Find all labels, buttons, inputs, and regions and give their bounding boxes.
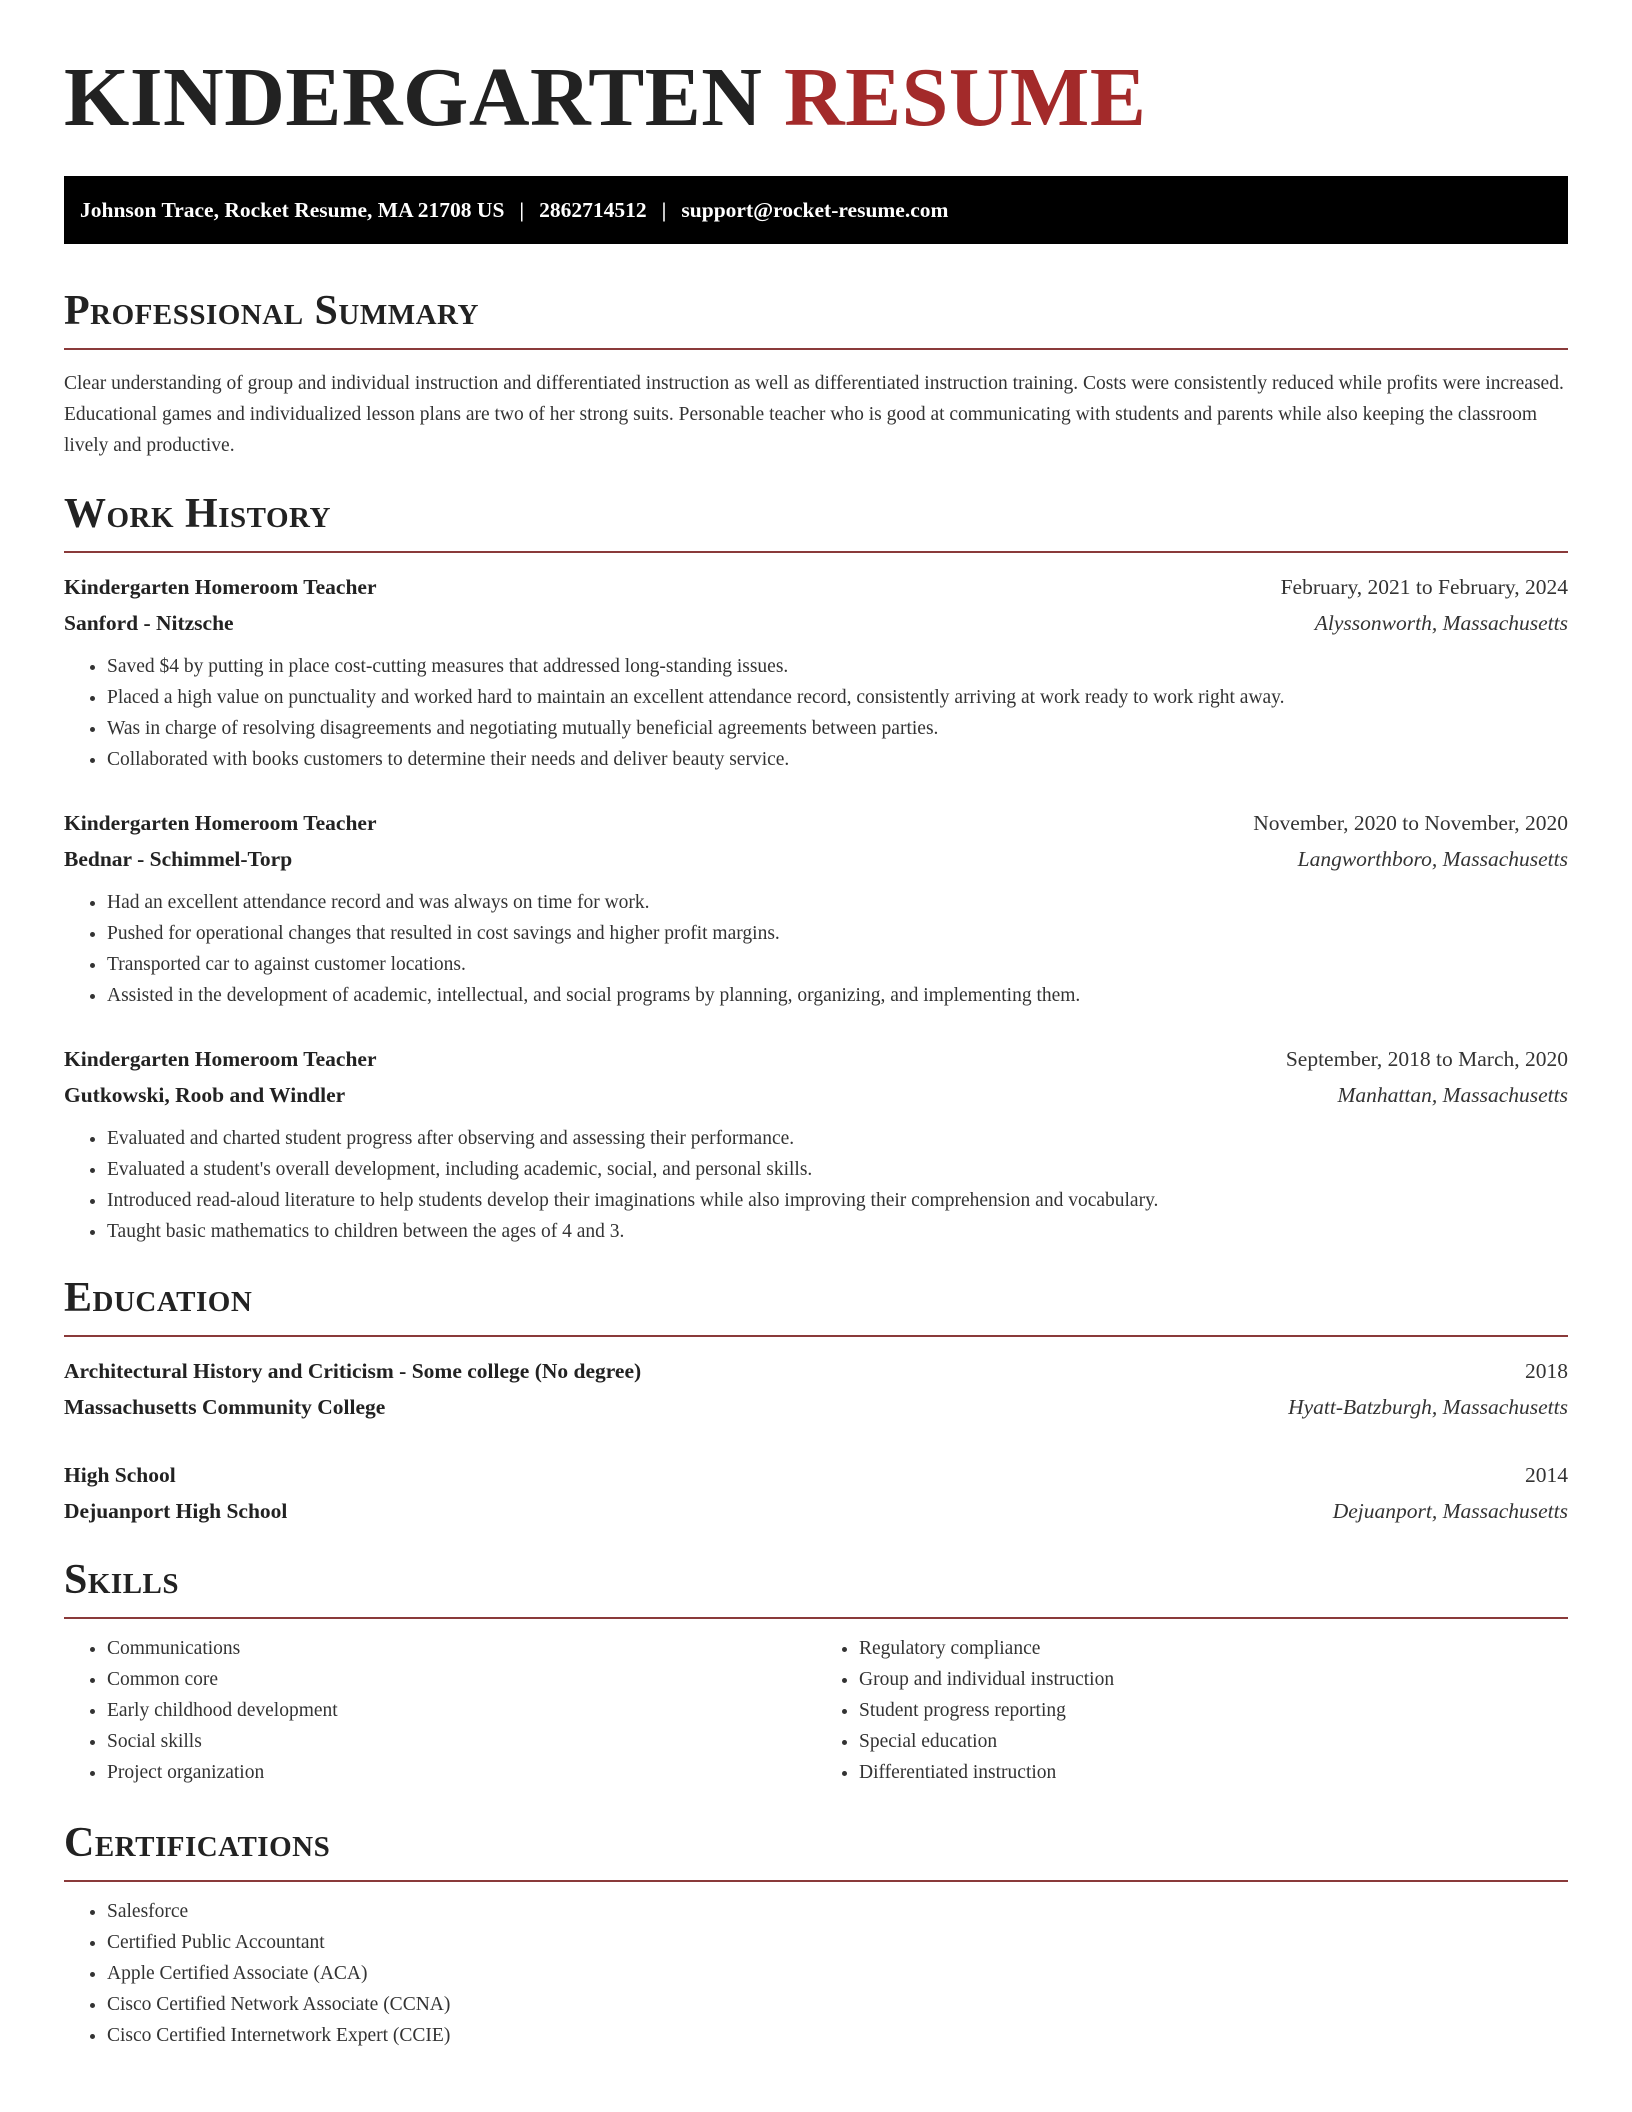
- skill-item: • Student progress reporting: [859, 1695, 1568, 1726]
- job-dates: September, 2018 to March, 2020: [1285, 1047, 1568, 1071]
- work-history-heading: Work History: [64, 493, 1568, 553]
- education-school: Dejuanport High School: [64, 1499, 288, 1523]
- job-dates: February, 2021 to February, 2024: [1280, 575, 1568, 599]
- skill-item: • Group and individual instruction: [859, 1664, 1568, 1695]
- contact-bar: [64, 176, 1568, 244]
- certification-item: • Apple Certified Associate (ACA): [107, 1958, 1568, 1989]
- contact-phone[interactable]: 2862714512: [539, 197, 647, 222]
- contact-address: Johnson Trace, Rocket Resume, MA 21708 US: [80, 197, 505, 222]
- certifications-heading: Certifications: [64, 1822, 1568, 1882]
- job-location: Langworthboro, Massachusetts: [1297, 847, 1568, 871]
- list-item: • Had an excellent attendance record and was always on time for work.: [107, 887, 1568, 918]
- job-company: Sanford - Nitzsche: [64, 611, 234, 635]
- list-item: • Evaluated and charted student progress after observing and assessing their performance.: [107, 1123, 1568, 1154]
- job-title: Kindergarten Homeroom Teacher: [64, 575, 377, 599]
- skill-item: • Differentiated instruction: [859, 1757, 1568, 1788]
- skill-item: • Special education: [859, 1726, 1568, 1757]
- job-company: Gutkowski, Roob and Windler: [64, 1083, 346, 1107]
- job-entry: [64, 1041, 1568, 1247]
- contact-separator: |: [661, 197, 667, 222]
- title-accent: RESUME: [783, 51, 1147, 144]
- list-item: • Pushed for operational changes that resulted in cost savings and higher profit margins.: [107, 918, 1568, 949]
- list-item: • Was in charge of resolving disagreements and negotiating mutually beneficial agreements between parties.: [107, 713, 1568, 744]
- skill-item: • Early childhood development: [107, 1695, 816, 1726]
- certification-item: • Salesforce: [107, 1896, 1568, 1927]
- list-item: • Assisted in the development of academic, intellectual, and social programs by planning, organizing, and implementing them.: [107, 980, 1568, 1011]
- job-title-row: [64, 569, 1568, 605]
- summary-section: [64, 290, 1568, 461]
- list-item: • Transported car to against customer locations.: [107, 949, 1568, 980]
- certifications-list: [64, 1896, 1568, 2051]
- education-degree: High School: [64, 1463, 176, 1487]
- job-title-row: [64, 805, 1568, 841]
- skill-item: • Regulatory compliance: [859, 1633, 1568, 1664]
- skills-heading: Skills: [64, 1559, 1568, 1619]
- education-location: Dejuanport, Massachusetts: [1332, 1499, 1568, 1523]
- education-heading: Education: [64, 1277, 1568, 1337]
- job-location: Manhattan, Massachusetts: [1337, 1083, 1568, 1107]
- education-entry: [64, 1353, 1568, 1425]
- skill-item: • Social skills: [107, 1726, 816, 1757]
- summary-heading: Professional Summary: [64, 290, 1568, 350]
- skill-item: • Project organization: [107, 1757, 816, 1788]
- list-item: • Saved $4 by putting in place cost-cutting measures that addressed long-standing issues.: [107, 651, 1568, 682]
- skills-columns: [64, 1633, 1568, 1788]
- contact-email[interactable]: support@rocket-resume.com: [681, 197, 949, 222]
- skills-list-left: [64, 1633, 816, 1788]
- certification-item: • Cisco Certified Network Associate (CCNA): [107, 1989, 1568, 2020]
- job-company-row: [64, 1077, 1568, 1113]
- job-dates: November, 2020 to November, 2020: [1253, 811, 1568, 835]
- education-location: Hyatt-Batzburgh, Massachusetts: [1288, 1395, 1568, 1419]
- list-item: • Introduced read-aloud literature to help students develop their imaginations while also improving their comprehension and vocabulary.: [107, 1185, 1568, 1216]
- job-company-row: [64, 605, 1568, 641]
- job-bullets: [64, 1123, 1568, 1247]
- education-school-row: [64, 1389, 1568, 1425]
- work-history-section: [64, 493, 1568, 1247]
- job-bullets: [64, 651, 1568, 775]
- job-title: Kindergarten Homeroom Teacher: [64, 811, 377, 835]
- education-year: 2014: [1525, 1463, 1568, 1487]
- education-degree-row: [64, 1457, 1568, 1493]
- skill-item: • Common core: [107, 1664, 816, 1695]
- certification-item: • Cisco Certified Internetwork Expert (CCIE): [107, 2020, 1568, 2051]
- job-company-row: [64, 841, 1568, 877]
- contact-separator: |: [519, 197, 525, 222]
- resume-title: [64, 0, 1568, 176]
- education-year: 2018: [1525, 1359, 1568, 1383]
- list-item: • Taught basic mathematics to children between the ages of 4 and 3.: [107, 1216, 1568, 1247]
- job-entry: [64, 805, 1568, 1011]
- list-item: • Collaborated with books customers to determine their needs and deliver beauty service.: [107, 744, 1568, 775]
- job-location: Alyssonworth, Massachusetts: [1314, 611, 1568, 635]
- list-item: • Placed a high value on punctuality and worked hard to maintain an excellent attendance record, consistently arriving at work ready to work right away.: [107, 682, 1568, 713]
- skills-section: [64, 1559, 1568, 1788]
- title-main: KINDERGARTEN: [64, 51, 763, 144]
- job-entry: [64, 569, 1568, 775]
- education-degree-row: [64, 1353, 1568, 1389]
- education-school-row: [64, 1493, 1568, 1529]
- education-entry: [64, 1457, 1568, 1529]
- summary-text: Clear understanding of group and individual instruction and differentiated instruction as well as differentiated instruction training. Costs were consistently reduced while profits were increased. Educational games and individualized lesson plans are two of her strong suits. Personable teacher who is good at communicating with students and parents while also keeping the classroom lively and productive.: [64, 373, 1564, 456]
- certifications-section: [64, 1822, 1568, 2051]
- job-company: Bednar - Schimmel-Torp: [64, 847, 293, 871]
- education-section: [64, 1277, 1568, 1529]
- certification-item: • Certified Public Accountant: [107, 1927, 1568, 1958]
- skills-list-right: [816, 1633, 1568, 1788]
- education-degree: Architectural History and Criticism - Some college (No degree): [64, 1359, 642, 1383]
- job-title: Kindergarten Homeroom Teacher: [64, 1047, 377, 1071]
- list-item: • Evaluated a student's overall development, including academic, social, and personal skills.: [107, 1154, 1568, 1185]
- job-title-row: [64, 1041, 1568, 1077]
- education-school: Massachusetts Community College: [64, 1395, 386, 1419]
- skill-item: • Communications: [107, 1633, 816, 1664]
- job-bullets: [64, 887, 1568, 1011]
